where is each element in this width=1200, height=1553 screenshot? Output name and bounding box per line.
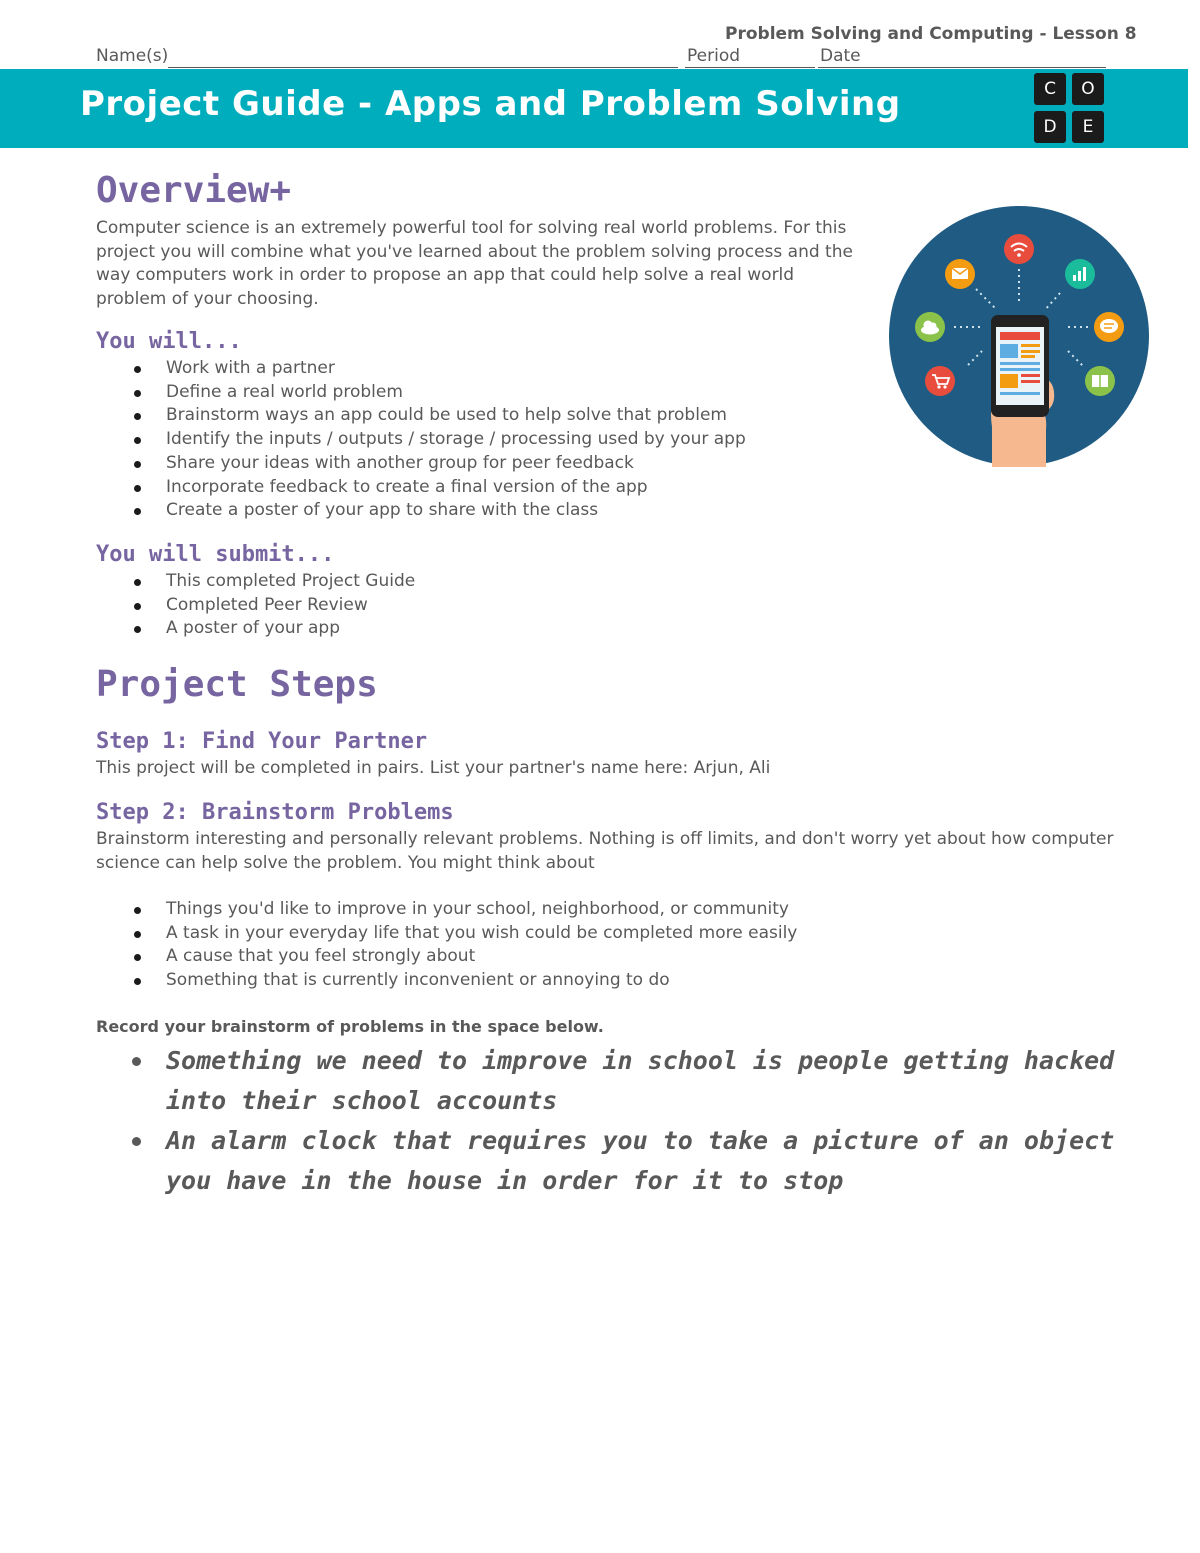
brainstorm-ideas-list: [96, 898, 797, 993]
you-will-submit-heading: You will submit...: [96, 542, 335, 567]
you-will-submit-list: [96, 570, 415, 641]
name-period-date-row: [96, 46, 1106, 70]
project-steps-heading: Project Steps: [96, 664, 378, 705]
overview-text: Computer science is an extremely powerful tool for solving real world problems. For this project you will combine what you've learned about the problem solving process and the way computers work in order to propose an app that could help solve a real world problem of your choosing.: [96, 218, 853, 310]
list-item: Something that is currently inconvenient or annoying to do: [96, 969, 797, 993]
list-item: Work with a partner: [96, 357, 746, 381]
list-item: A task in your everyday life that you wish could be completed more easily: [96, 922, 797, 946]
name-label: Name(s): [96, 46, 169, 66]
cart-icon: [925, 366, 955, 396]
you-will-list: [96, 357, 746, 523]
list-item: Create a poster of your app to share with the class: [96, 499, 746, 523]
cloud-icon: [915, 312, 945, 342]
wifi-icon: [1004, 234, 1034, 264]
step2-text: Brainstorm interesting and personally relevant problems. Nothing is off limits, and don't worry yet about how computer science can help solve the problem. You might think about: [96, 829, 1114, 873]
list-item: This completed Project Guide: [96, 570, 415, 594]
answer-item: Something we need to improve in school is people getting hacked into their school accounts: [96, 1041, 1116, 1121]
list-item: Incorporate feedback to create a final version of the app: [96, 476, 746, 500]
name-underline: [168, 67, 678, 68]
list-item: Identify the inputs / outputs / storage / processing used by your app: [96, 428, 746, 452]
date-label: Date: [820, 46, 861, 66]
code-logo: [1034, 73, 1106, 145]
overview-heading: Overview+: [96, 170, 292, 211]
mail-icon: [945, 259, 975, 289]
step1-text: This project will be completed in pairs. List your partner's name here: Arjun, Ali: [96, 758, 771, 778]
logo-letter: D: [1034, 111, 1066, 143]
list-item: Share your ideas with another group for peer feedback: [96, 452, 746, 476]
you-will-heading: You will...: [96, 329, 242, 354]
smartphone-icon: [991, 315, 1049, 417]
date-underline: [818, 67, 1106, 68]
logo-letter: O: [1072, 73, 1104, 105]
record-brainstorm-label: Record your brainstorm of problems in the space below.: [96, 1017, 604, 1036]
list-item: Define a real world problem: [96, 381, 746, 405]
step1-heading: Step 1: Find Your Partner: [96, 729, 428, 754]
app-illustration: [888, 205, 1150, 467]
brainstorm-answers: [96, 1041, 1116, 1201]
period-underline: [685, 67, 815, 68]
list-item: Brainstorm ways an app could be used to help solve that problem: [96, 404, 746, 428]
chat-icon: [1094, 312, 1124, 342]
list-item: A cause that you feel strongly about: [96, 945, 797, 969]
period-label: Period: [687, 46, 741, 66]
logo-letter: E: [1072, 111, 1104, 143]
list-item: Things you'd like to improve in your school, neighborhood, or community: [96, 898, 797, 922]
page-title: Project Guide - Apps and Problem Solving: [80, 84, 901, 124]
step2-heading: Step 2: Brainstorm Problems: [96, 800, 454, 825]
course-lesson-label: Problem Solving and Computing - Lesson 8: [725, 24, 1137, 44]
bar-chart-icon: [1065, 259, 1095, 289]
list-item: A poster of your app: [96, 617, 415, 641]
logo-letter: C: [1034, 73, 1066, 105]
list-item: Completed Peer Review: [96, 594, 415, 618]
book-icon: [1085, 366, 1115, 396]
answer-item: An alarm clock that requires you to take a picture of an object you have in the house in order for it to stop: [96, 1121, 1116, 1201]
